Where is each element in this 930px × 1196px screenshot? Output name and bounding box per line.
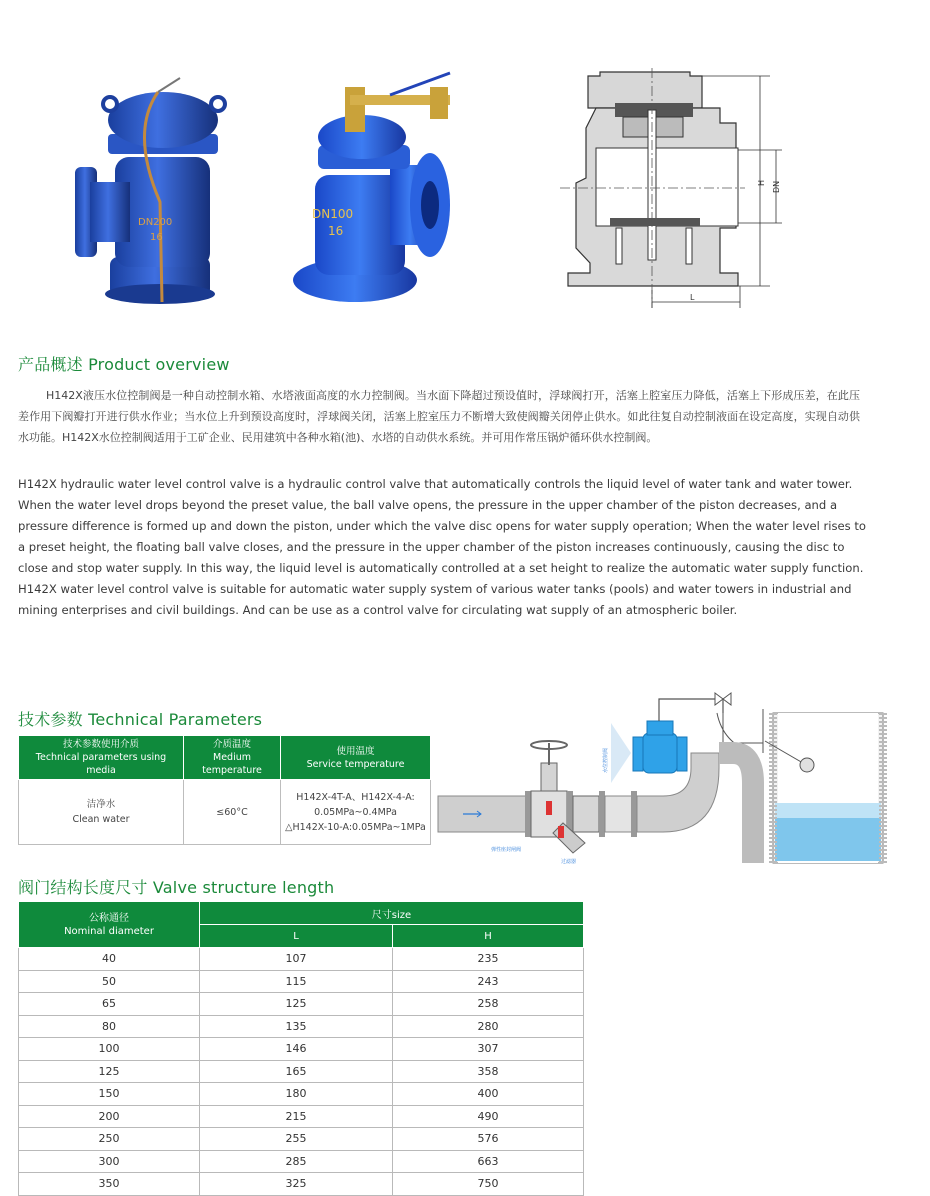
overview-en-line: H142X hydraulic water level control valve is a hydraulic control valve that automatically controls the liquid level of water tank and water tower. (18, 477, 853, 491)
tech-cell-service (281, 780, 431, 845)
size-header-nominal-en: Nominal diameter (64, 925, 154, 937)
diagram-gate-label: 弹性座封闸阀 (491, 847, 522, 853)
table-row (19, 1060, 584, 1083)
length-l-cell: 285 (200, 1150, 393, 1173)
height-h-cell: 400 (393, 1083, 584, 1106)
height-h-cell: 258 (393, 993, 584, 1016)
valve-cross-section-drawing (560, 68, 780, 313)
length-l-cell: 107 (200, 948, 393, 971)
nominal-diameter-cell: 40 (19, 948, 200, 971)
overview-en-text (18, 474, 868, 621)
gate-valve-icon (531, 741, 567, 837)
height-h-cell: 280 (393, 1015, 584, 1038)
length-l-cell: 146 (200, 1038, 393, 1061)
height-h-cell: 750 (393, 1173, 584, 1196)
tech-header-temp-en: Medium temperature (202, 752, 262, 776)
overview-cn-text: H142X液压水位控制阀是一种自动控制水箱、水塔液面高度的水力控制阀。当水面下降超过预设值时，浮球阀打开，活塞上腔室压力降低，活塞上下形成压差，在此压差作用下阀瓣打开进行供水作业；当水位上升到预设高度时，浮球阀关闭，活塞上腔室压力不断增大致使阀瓣关闭停止供水。如此往复自动控制液面在设定高度，实现自动供水功能。H142X水位控制阀适用于工矿企业、民用建筑中各种水箱(池)、水塔的自动供水系统。并可用作常压锅炉循环供水控制阀。 (18, 389, 860, 444)
height-h-cell: 576 (393, 1128, 584, 1151)
tech-media-cn: 洁净水 (86, 799, 116, 810)
dim-h-label: H (757, 179, 766, 186)
table-row (19, 1150, 584, 1173)
length-l-cell: 180 (200, 1083, 393, 1106)
tech-header-temp-cn: 介质温度 (212, 739, 251, 750)
valve2-dn-text: DN100 (312, 207, 354, 221)
installation-diagram (433, 683, 893, 873)
table-row (19, 1038, 584, 1061)
valve1-dn-text: DN200 (138, 217, 173, 228)
length-l-cell: 325 (200, 1173, 393, 1196)
length-l-cell: 165 (200, 1060, 393, 1083)
tech-header-media-cn: 技术参数使用介质 (62, 739, 139, 750)
tech-header-service (281, 736, 431, 780)
tech-service-line: H142X-4T-A、H142X-4-A: (296, 791, 415, 803)
overview-title: 产品概述 Product overview (18, 355, 230, 374)
tech-params-table (18, 735, 431, 845)
tech-service-line: 0.05MPa~0.4MPa (314, 806, 397, 818)
tech-header-media (19, 736, 184, 780)
dim-dn-label: DN (772, 180, 781, 193)
size-header-nominal (19, 902, 200, 948)
size-title: 阀门结构长度尺寸 Valve structure length (18, 878, 335, 897)
size-header-size: 尺寸size (200, 902, 584, 925)
table-row (19, 1173, 584, 1196)
size-header-l: L (200, 925, 393, 948)
height-h-cell: 307 (393, 1038, 584, 1061)
overview-en-line: close and stop water supply. In this way, the liquid level is automatically controlled at a set height to realize the automatic water supply function. (18, 561, 864, 575)
height-h-cell: 358 (393, 1060, 584, 1083)
nominal-diameter-cell: 125 (19, 1060, 200, 1083)
tech-header-service-cn: 使用温度 (336, 745, 375, 757)
table-row (19, 1083, 584, 1106)
height-h-cell: 490 (393, 1105, 584, 1128)
height-h-cell: 663 (393, 1150, 584, 1173)
nominal-diameter-cell: 50 (19, 970, 200, 993)
length-l-cell: 115 (200, 970, 393, 993)
length-l-cell: 215 (200, 1105, 393, 1128)
valve-photo-1 (70, 72, 220, 308)
water-level-control-valve-icon (633, 721, 687, 773)
size-table-body (19, 948, 584, 1196)
table-row (19, 1105, 584, 1128)
table-row (19, 1128, 584, 1151)
diagram-control-label: 水位控制阀 (603, 747, 609, 773)
valve2-pn-text: 16 (328, 224, 344, 238)
nominal-diameter-cell: 200 (19, 1105, 200, 1128)
overview-en-line: mining enterprises and civil buildings. And can be use as a control valve for circulating wat supply of an atmospheric boiler. (18, 603, 738, 617)
size-table (18, 901, 584, 1196)
table-row (19, 993, 584, 1016)
overview-en-line: H142X water level control valve is suitable for automatic water supply system of various water tanks (pools) and water towers in industrial and (18, 582, 852, 596)
valve-photo-2 (290, 65, 460, 310)
overview-en-line: When the water level drops beyond the preset value, the ball valve opens, the pressure in the upper chamber of the piston decreases, and a (18, 498, 838, 512)
nominal-diameter-cell: 65 (19, 993, 200, 1016)
size-header-h: H (393, 925, 584, 948)
overview-en-line: a preset height, the floating ball valve closes, and the pressure in the upper chamber of the piston increases continuously, causing the disc to (18, 540, 845, 554)
valve1-pn-text: 16 (150, 232, 163, 243)
tech-header-service-en: Service temperature (306, 758, 405, 770)
height-h-cell: 235 (393, 948, 584, 971)
tech-media-en: Clean water (72, 814, 130, 825)
height-h-cell: 243 (393, 970, 584, 993)
tech-header-media-en: Technical parameters using media (35, 752, 167, 776)
nominal-diameter-cell: 250 (19, 1128, 200, 1151)
length-l-cell: 125 (200, 993, 393, 1016)
tech-cell-temp: ≤60°C (184, 780, 281, 845)
size-header-nominal-cn: 公称通径 (89, 912, 129, 924)
tech-header-temp (184, 736, 281, 780)
length-l-cell: 135 (200, 1015, 393, 1038)
overview-en-line: pressure difference is formed up and down the piston, under which the valve disc opens for water supply operation; When the water level rises to (18, 519, 867, 533)
nominal-diameter-cell: 350 (19, 1173, 200, 1196)
tech-cell-media (19, 780, 184, 845)
table-row (19, 948, 584, 971)
nominal-diameter-cell: 300 (19, 1150, 200, 1173)
nominal-diameter-cell: 150 (19, 1083, 200, 1106)
nominal-diameter-cell: 80 (19, 1015, 200, 1038)
table-row (19, 1015, 584, 1038)
length-l-cell: 255 (200, 1128, 393, 1151)
tech-title: 技术参数 Technical Parameters (18, 710, 263, 729)
table-row (19, 970, 584, 993)
nominal-diameter-cell: 100 (19, 1038, 200, 1061)
diagram-filter-label: 过滤器 (561, 859, 577, 865)
tech-service-line: △H142X-10-A:0.05MPa~1MPa (285, 821, 426, 833)
dim-l-label: L (690, 293, 695, 302)
